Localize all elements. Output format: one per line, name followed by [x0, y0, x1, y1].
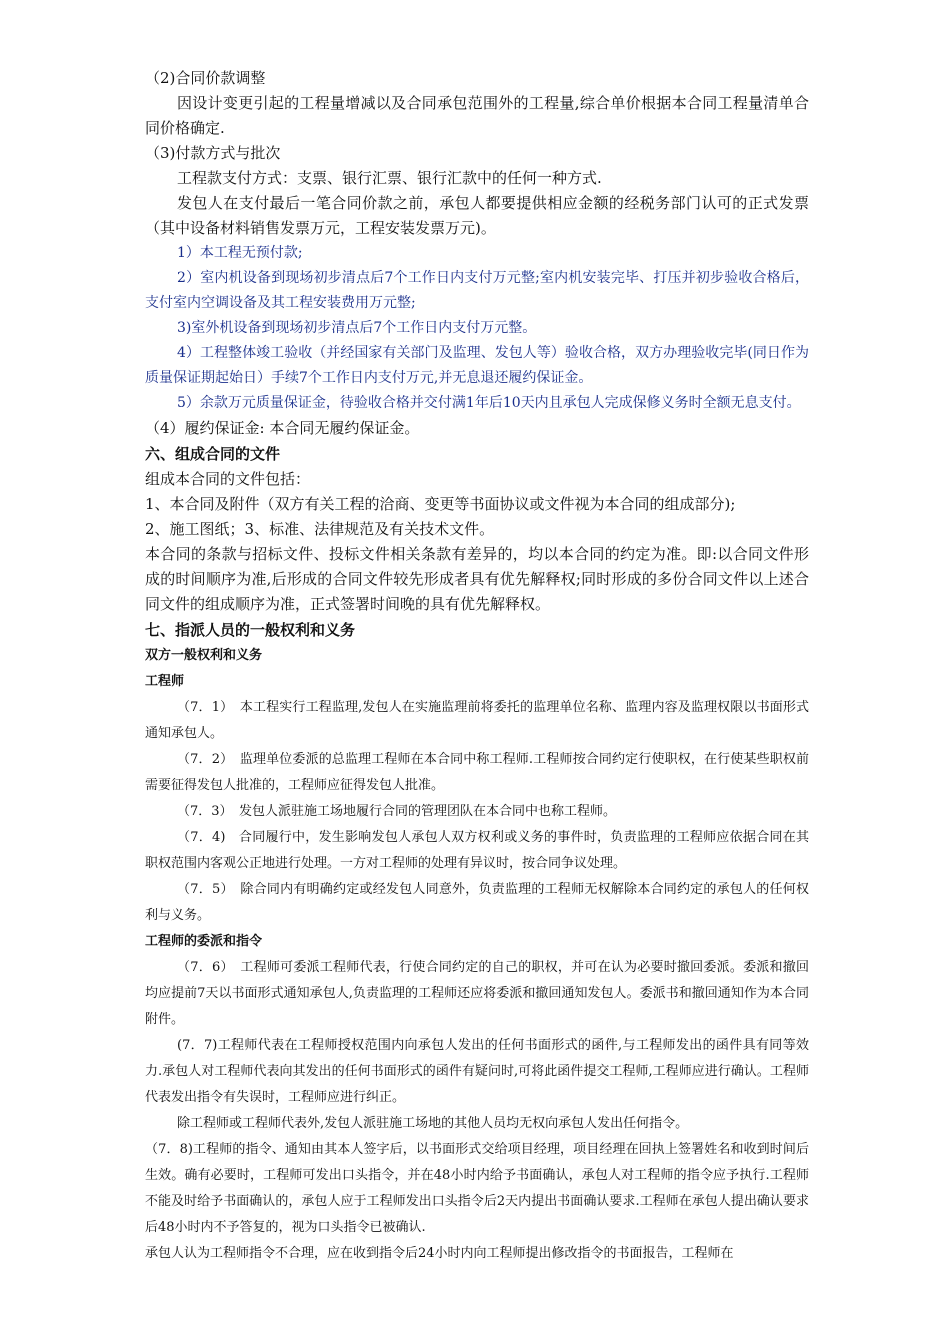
clause-payment-heading: （3)付款方式与批次 [145, 144, 281, 162]
paragraph: 本合同的条款与招标文件、投标文件相关条款有差异的，均以本合同的约定为准。即:以合同文件形成的时间顺序为准,后形成的合同文件较先形成者具有优先解释权;同时形成的多份合同文件以上述合同文件的组成顺序为准，正式签署时间晚的具有优先解释权。 [145, 545, 809, 613]
clause-7-2: （7．2） 监理单位委派的总监理工程师在本合同中称工程师.工程师按合同约定行使职权，在行使某些职权前需要征得发包人批准的，工程师应征得发包人批准。 [145, 752, 809, 793]
clause-7-8: （7．8)工程师的指令、通知由其本人签字后，以书面形式交给项目经理，项目经理在回执上签署姓名和收到时间后生效。确有必要时，工程师可发出口头指令，并在48小时内给予书面确认，承包人对工程师的指令应予执行.工程师不能及时给予书面确认的，承包人应于工程师发出口头指令后2天内提出书面确认要求.工程师在承包人提出确认要求后48小时内不予答复的，视为口头指令已被确认. [145, 1142, 809, 1235]
clause-7-3: （7．3） 发包人派驻施工场地履行合同的管理团队在本合同中也称工程师。 [177, 804, 617, 819]
paragraph: 因设计变更引起的工程量增减以及合同承包范围外的工程量,综合单价根据本合同工程量清单合同价格确定. [145, 94, 809, 137]
paragraph: 组成本合同的文件包括： [145, 470, 311, 488]
paragraph: 承包人认为工程师指令不合理，应在收到指令后24小时内向工程师提出修改指令的书面报告，工程师在 [145, 1246, 734, 1261]
subheading: 工程师 [145, 674, 185, 689]
payment-item: 3)室外机设备到现场初步清点后7个工作日内支付万元整。 [177, 320, 537, 336]
payment-item: 4）工程整体竣工验收（并经国家有关部门及监理、发包人等）验收合格，双方办理验收完毕(同日作为质量保证期起始日）手续7个工作日内支付万元,并无息退还履约保证金。 [145, 345, 809, 386]
subheading: 双方一般权利和义务 [145, 648, 263, 663]
clause-7-6: （7．6） 工程师可委派工程师代表，行使合同约定的自己的职权，并可在认为必要时撤回委派。委派和撤回均应提前7天以书面形式通知承包人,负责监理的工程师还应将委派和撤回通知发包人。委派书和撤回通知作为本合同附件。 [145, 960, 809, 1027]
clause-performance-bond: （4）履约保证金: 本合同无履约保证金。 [145, 419, 420, 437]
section-heading-6: 六、组成合同的文件 [145, 445, 281, 463]
payment-item: 5）余款万元质量保证金，待验收合格并交付满1年后10天内且承包人完成保修义务时全额无息支付。 [177, 395, 801, 411]
paragraph: 除工程师或工程师代表外,发包人派驻施工场地的其他人员均无权向承包人发出任何指令。 [177, 1116, 689, 1131]
paragraph: 1、本合同及附件（双方有关工程的洽商、变更等书面协议或文件视为本合同的组成部分); [145, 495, 736, 513]
clause-7-7: (7．7)工程师代表在工程师授权范围内向承包人发出的任何书面形式的函件,与工程师发出的函件具有同等效力.承包人对工程师代表向其发出的任何书面形式的函件有疑问时,可将此函件提交工程师,工程师应进行确认。工程师代表发出指令有失误时，工程师应进行纠正。 [145, 1038, 809, 1105]
clause-price-adjustment-heading: （2)合同价款调整 [145, 69, 266, 87]
paragraph: 发包人在支付最后一笔合同价款之前，承包人都要提供相应金额的经税务部门认可的正式发票（其中设备材料销售发票万元，工程安装发票万元)。 [145, 194, 809, 237]
payment-item: 2）室内机设备到现场初步清点后7个工作日内支付万元整;室内机安装完毕、打压并初步验收合格后，支付室内空调设备及其工程安装费用万元整; [145, 270, 809, 311]
clause-7-4: （7．4) 合同履行中，发生影响发包人承包人双方权利或义务的事件时，负责监理的工程师应依据合同在其职权范围内客观公正地进行处理。一方对工程师的处理有异议时，按合同争议处理。 [145, 830, 809, 871]
subheading: 工程师的委派和指令 [145, 934, 263, 949]
paragraph: 2、施工图纸；3、标准、法律规范及有关技术文件。 [145, 520, 495, 538]
section-heading-7: 七、指派人员的一般权利和义务 [145, 621, 356, 639]
document-body [145, 66, 809, 1267]
clause-7-1: （7．1） 本工程实行工程监理,发包人在实施监理前将委托的监理单位名称、监理内容及监理权限以书面形式通知承包人。 [145, 700, 809, 741]
paragraph: 工程款支付方式：支票、银行汇票、银行汇款中的任何一种方式. [177, 169, 602, 187]
clause-7-5: （7．5） 除合同内有明确约定或经发包人同意外，负责监理的工程师无权解除本合同约定的承包人的任何权利与义务。 [145, 882, 809, 923]
payment-item: 1）本工程无预付款; [177, 245, 303, 261]
